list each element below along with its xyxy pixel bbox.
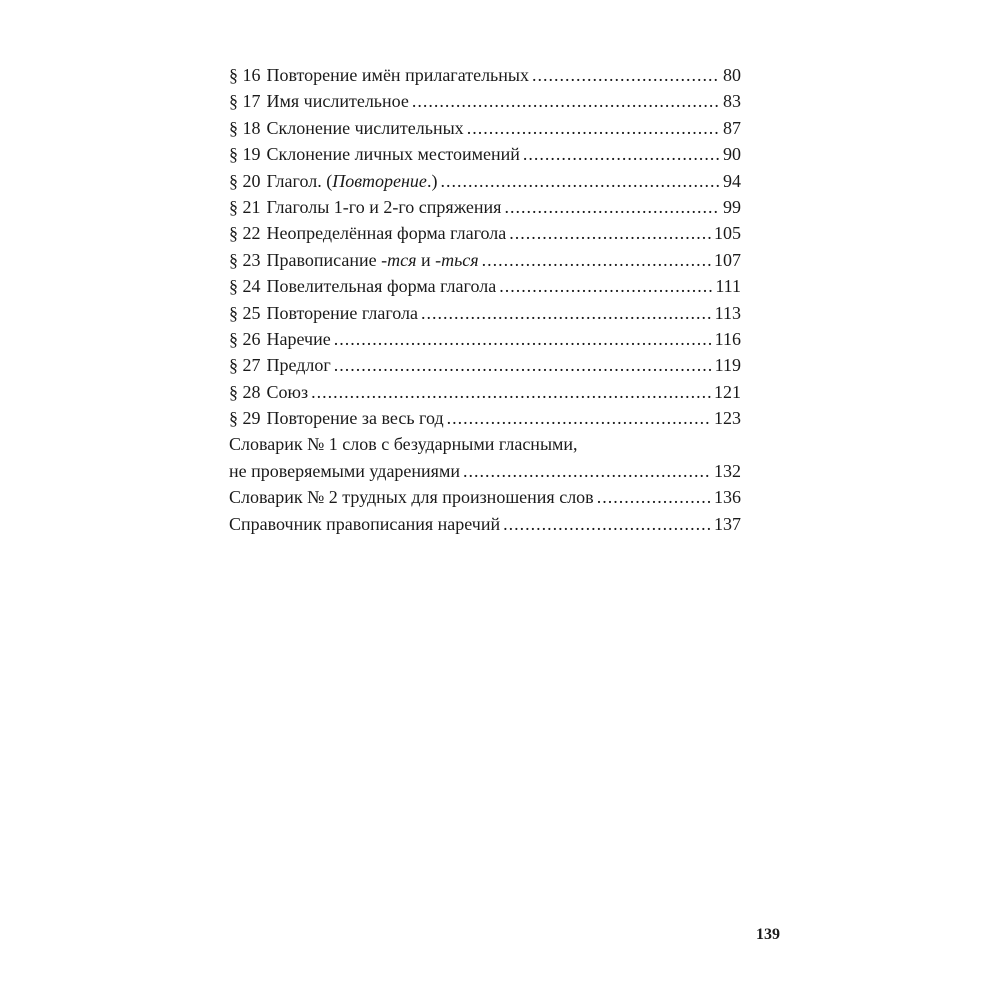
- toc-title: [267, 168, 438, 194]
- toc-title: Справочник правописания наречий: [229, 513, 501, 534]
- toc-title-part: и: [416, 249, 436, 270]
- toc-entry: [229, 220, 741, 246]
- table-of-contents: [229, 62, 741, 537]
- toc-entry: [229, 326, 741, 352]
- toc-leader-dots: [499, 273, 712, 299]
- toc-leader-dots: [421, 300, 712, 326]
- toc-title: Союз: [266, 381, 309, 402]
- toc-leader-dots: [504, 194, 720, 220]
- toc-entry: [229, 300, 741, 326]
- toc-title-italic: Повторение: [332, 170, 427, 191]
- toc-page-number: 119: [714, 355, 741, 376]
- toc-page-number: 132: [714, 460, 741, 481]
- toc-section-number: § 19: [229, 144, 261, 165]
- toc-page-number: 113: [714, 302, 741, 323]
- toc-entry: [229, 141, 741, 167]
- toc-title-part: Глагол. (: [266, 170, 333, 191]
- toc-page-number: 136: [714, 487, 741, 508]
- toc-entry: [229, 247, 741, 273]
- toc-page-number: 111: [715, 276, 741, 297]
- toc-section-number: § 23: [229, 249, 261, 270]
- toc-leader-dots: [412, 88, 720, 114]
- toc-leader-dots: [311, 379, 711, 405]
- toc-entry: [229, 273, 741, 299]
- toc-title-part: Правописание: [266, 249, 382, 270]
- toc-title: Наречие: [266, 328, 331, 349]
- toc-title-italic: -тся: [381, 249, 417, 270]
- toc-entry: [229, 88, 741, 114]
- toc-title-part: .): [426, 170, 438, 191]
- toc-title: Повторение глагола: [266, 302, 419, 323]
- toc-title-italic: -ться: [435, 249, 479, 270]
- toc-leader-dots: [467, 115, 720, 141]
- toc-leader-dots: [523, 141, 720, 167]
- toc-appendix-line: [229, 431, 741, 457]
- toc-entry: [229, 115, 741, 141]
- toc-page-number: 99: [723, 196, 741, 217]
- toc-entry: [229, 168, 741, 194]
- toc-leader-dots: [509, 220, 711, 246]
- toc-title: Глаголы 1-го и 2-го спряжения: [266, 196, 502, 217]
- toc-page-number: 121: [714, 381, 741, 402]
- toc-title: [267, 247, 479, 273]
- toc-leader-dots: [334, 352, 712, 378]
- toc-page-number: 83: [723, 91, 741, 112]
- toc-page-number: 105: [714, 223, 741, 244]
- toc-leader-dots: [447, 405, 711, 431]
- toc-leader-dots: [532, 62, 720, 88]
- toc-page-number: 90: [723, 144, 741, 165]
- toc-leader-dots: [334, 326, 712, 352]
- toc-page-number: 87: [723, 117, 741, 138]
- toc-leader-dots: [482, 247, 711, 273]
- toc-page-number: 80: [723, 65, 741, 85]
- toc-section-number: § 26: [229, 328, 261, 349]
- toc-entry: [229, 458, 741, 484]
- toc-title: Повелительная форма глагола: [266, 276, 497, 297]
- toc-title: Неопределённая форма глагола: [266, 223, 507, 244]
- toc-title: Склонение личных местоимений: [266, 144, 520, 165]
- toc-section-number: § 24: [229, 276, 261, 297]
- toc-entry: [229, 379, 741, 405]
- toc-leader-dots: [463, 458, 711, 484]
- toc-title: Повторение имён прилагательных: [266, 65, 529, 85]
- toc-title: Склонение числительных: [266, 117, 464, 138]
- toc-entry: [229, 352, 741, 378]
- toc-title: Повторение за весь год: [266, 408, 444, 429]
- toc-section-number: § 17: [229, 91, 261, 112]
- toc-section-number: § 25: [229, 302, 261, 323]
- toc-title: Словарик № 1 слов с безударными гласными,: [229, 434, 578, 455]
- toc-section-number: § 18: [229, 117, 261, 138]
- toc-title: не проверяемыми ударениями: [229, 460, 460, 481]
- toc-leader-dots: [440, 168, 720, 194]
- toc-title: Словарик № 2 трудных для произношения слов: [229, 487, 594, 508]
- toc-section-number: § 21: [229, 196, 261, 217]
- toc-page-number: 116: [714, 328, 741, 349]
- toc-entry: [229, 62, 741, 88]
- toc-title: Предлог: [266, 355, 331, 376]
- toc-leader-dots: [503, 511, 711, 537]
- toc-section-number: § 27: [229, 355, 261, 376]
- toc-section-number: § 22: [229, 223, 261, 244]
- toc-section-number: § 20: [229, 170, 261, 191]
- toc-section-number: § 29: [229, 408, 261, 429]
- toc-page-number: 94: [723, 170, 741, 191]
- toc-page-number: 107: [714, 249, 741, 270]
- toc-entry: [229, 484, 741, 510]
- toc-leader-dots: [597, 484, 711, 510]
- toc-entry: [229, 511, 741, 537]
- toc-entry: [229, 405, 741, 431]
- toc-entry: [229, 194, 741, 220]
- toc-section-number: § 28: [229, 381, 261, 402]
- toc-title: Имя числительное: [266, 91, 409, 112]
- toc-page-number: 137: [714, 513, 741, 534]
- toc-page-number: 123: [714, 408, 741, 429]
- toc-section-number: § 16: [229, 65, 261, 85]
- page-number: 139: [756, 926, 780, 943]
